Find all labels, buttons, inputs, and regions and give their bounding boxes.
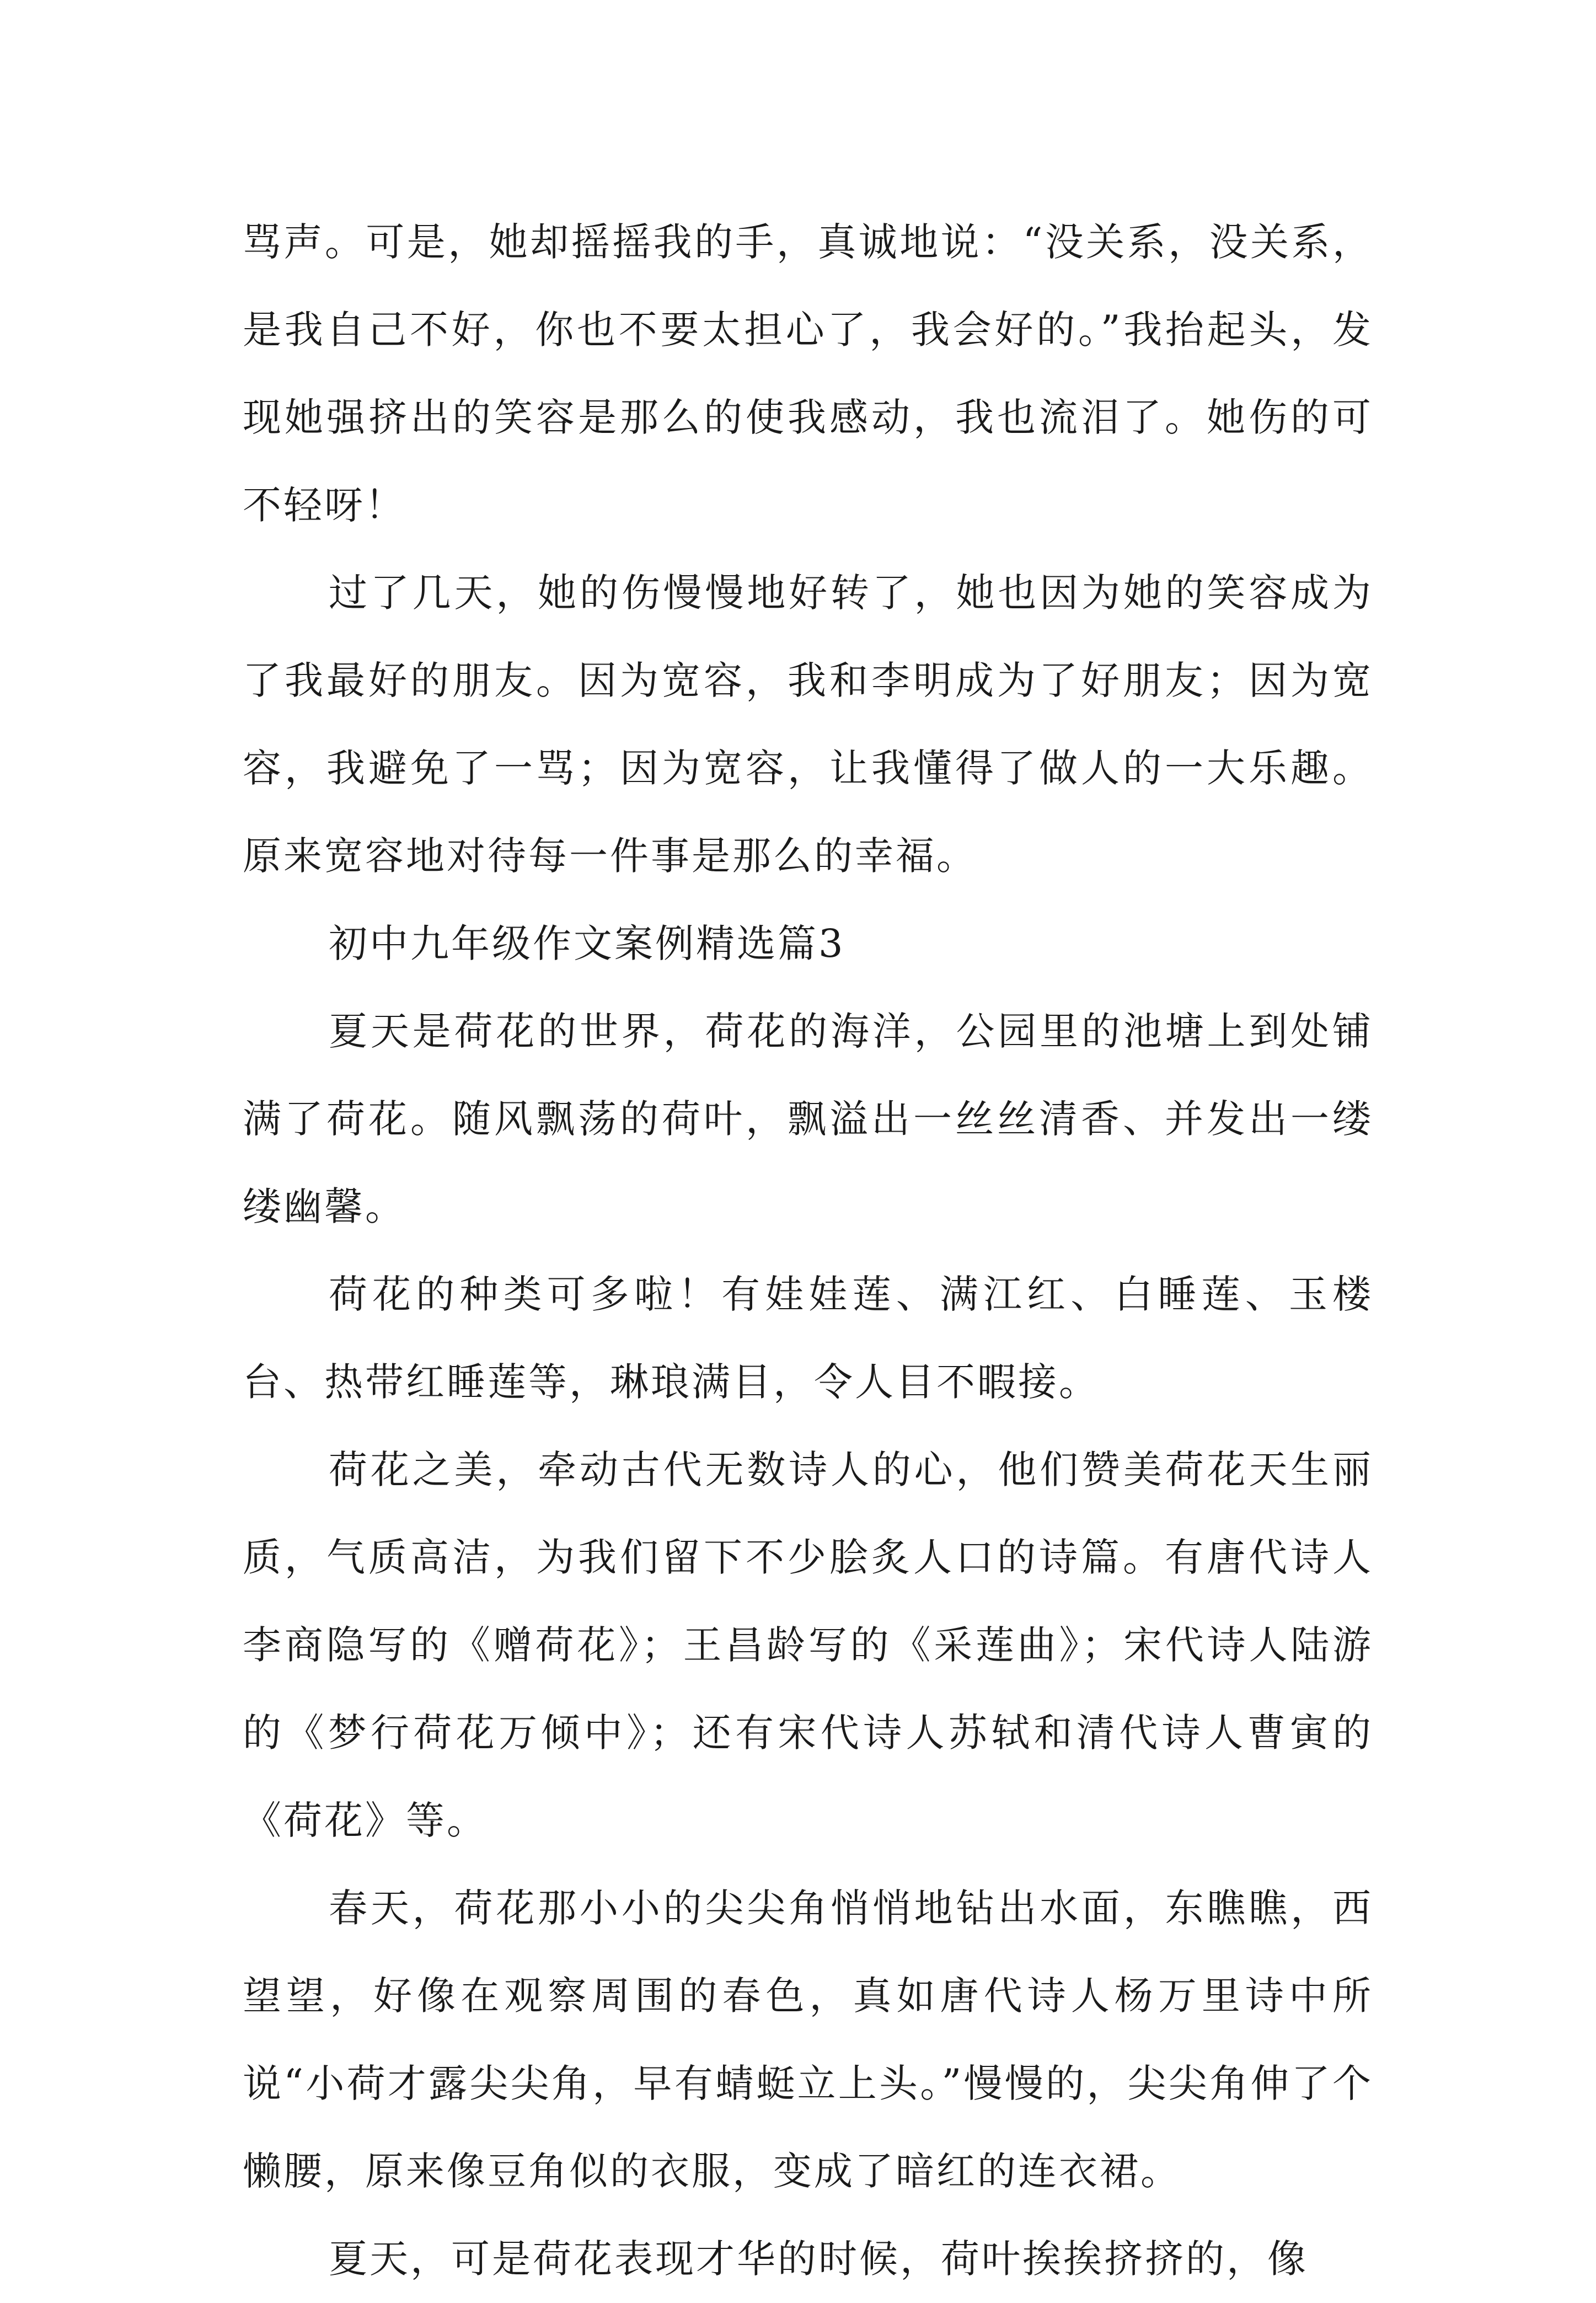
section-heading: 初中九年级作文案例精选篇3 [329,921,845,966]
paragraph-7: 夏天，可是荷花表现才华的时候，荷叶挨挨挤挤的，像 [329,2236,1308,2281]
paragraph-1: 骂声。可是，她却摇摇我的手，真诚地说：“没关系，没关系，是我自己不好，你也不要太担心了，我会好的。”我抬起头，发现她强挤出的笑容是那么的使我感动，我也流泪了。她伤的可不轻呀！ [243,219,1373,528]
paragraph-3: 夏天是荷花的世界，荷花的海洋，公园里的池塘上到处铺满了荷花。随风飘荡的荷叶，飘溢出一丝丝清香、并发出一缕缕幽馨。 [243,1009,1373,1229]
paragraph-4: 荷花的种类可多啦！有娃娃莲、满江红、白睡莲、玉楼台、热带红睡莲等，琳琅满目，令人目不暇接。 [243,1272,1373,1405]
paragraph-5: 荷花之美，牵动古代无数诗人的心，他们赞美荷花天生丽质，气质高洁，为我们留下不少脍炙人口的诗篇。有唐代诗人李商隐写的《赠荷花》；王昌龄写的《采莲曲》；宋代诗人陆游的《梦行荷花万倾中》；还有宋代诗人苏轼和清代诗人曹寅的《荷花》等。 [243,1447,1373,1843]
paragraph-6: 春天，荷花那小小的尖尖角悄悄地钻出水面，东瞧瞧，西望望，好像在观察周围的春色，真如唐代诗人杨万里诗中所说“小荷才露尖尖角，早有蜻蜓立上头。”慢慢的，尖尖角伸了个懒腰，原来像豆角似的衣服，变成了暗红的连衣裙。 [243,1886,1373,2194]
document-body [243,199,1373,2303]
paragraph-2: 过了几天，她的伤慢慢地好转了，她也因为她的笑容成为了我最好的朋友。因为宽容，我和李明成为了好朋友；因为宽容，我避免了一骂；因为宽容，让我懂得了做人的一大乐趣。原来宽容地对待每一件事是那么的幸福。 [243,570,1373,879]
